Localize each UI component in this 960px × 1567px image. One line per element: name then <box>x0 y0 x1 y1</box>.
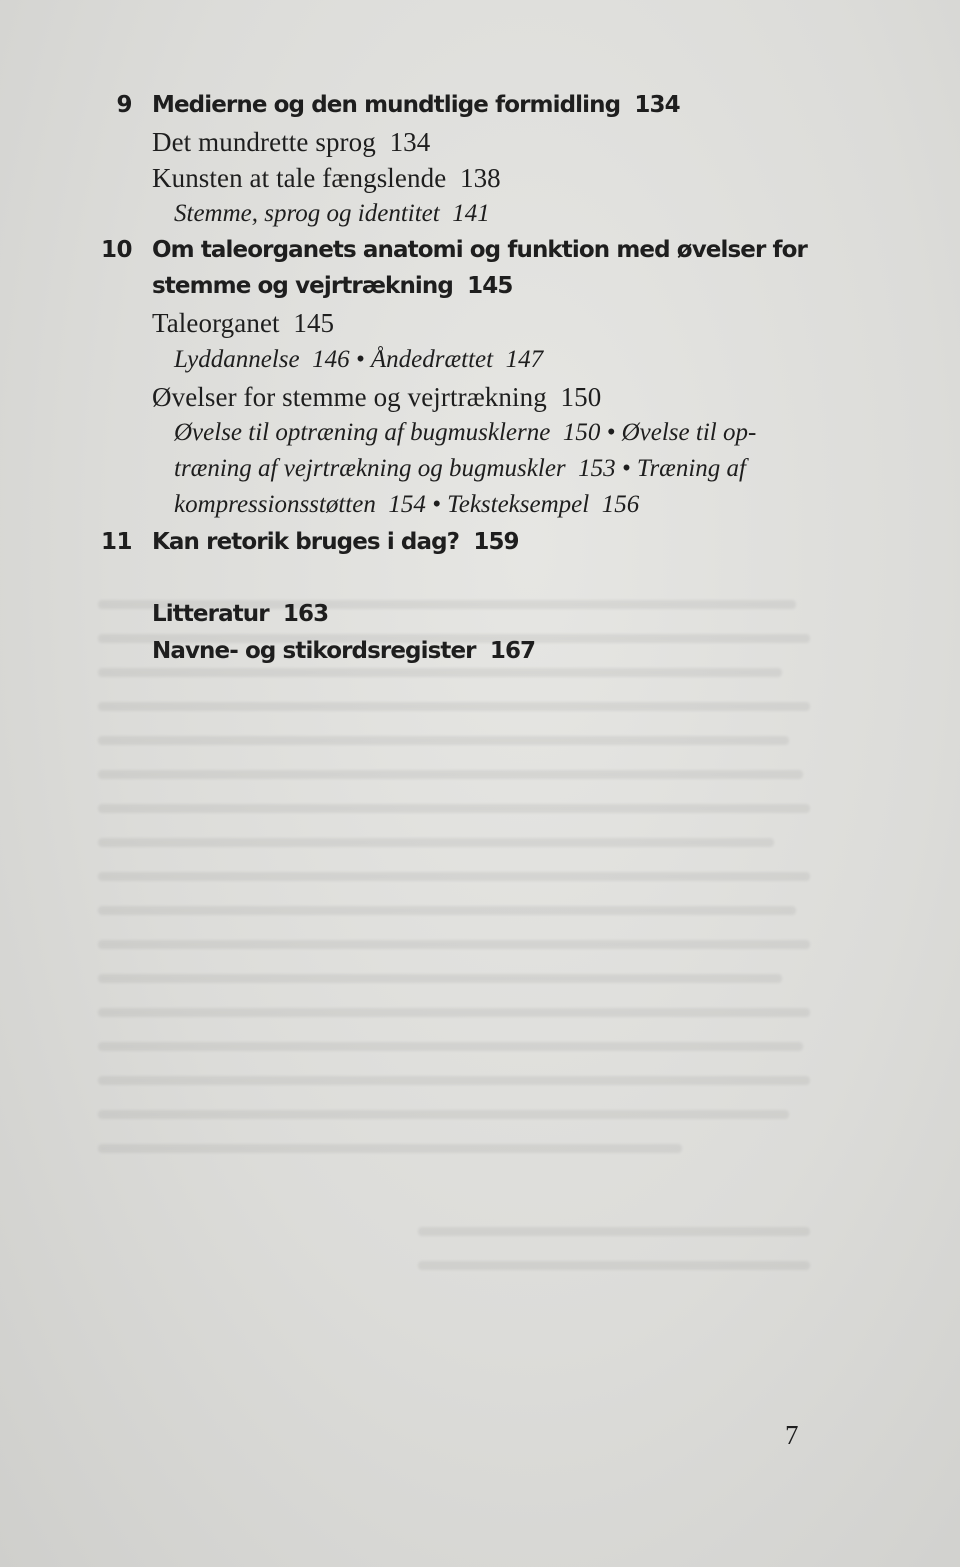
chapter-title: Kan retorik bruges i dag? 159 <box>152 529 519 555</box>
chapter-number: 9 <box>116 92 132 118</box>
chapter-number: 10 <box>100 237 132 263</box>
chapter-title: Medierne og den mundtlige formidling 134 <box>152 92 680 118</box>
chapter-title: Om taleorganets anatomi og funktion med øvelser for <box>152 237 807 263</box>
page-number: 7 <box>785 1420 799 1450</box>
chapter-number: 11 <box>100 529 132 555</box>
show-through-texture <box>98 600 810 1280</box>
book-page: 9 Medierne og den mundtlige formidling 134 Det mundrette sprog 134 Kunsten at tale fængslende 138 Stemme, sprog og identitet 141 10 Om taleorganets anatomi og funktion med øvelser for stemme og vejrtrækning 145 Taleorganet 145 Lyddannelse 146 • Åndedrættet 147 Øvelser for stemme og vejrtrækning 150 Øvelse til optræning af bugmusklerne 150 • Øvelse til op- træning af vejrtrækning og bugmuskler 153 • Træning af kompressionsstøtten 154 • Teksteksempel 156 11 Kan retorik bruges i dag? 159 Litteratur 163 Navne- og stikordsregister 167 7 <box>0 0 960 1567</box>
